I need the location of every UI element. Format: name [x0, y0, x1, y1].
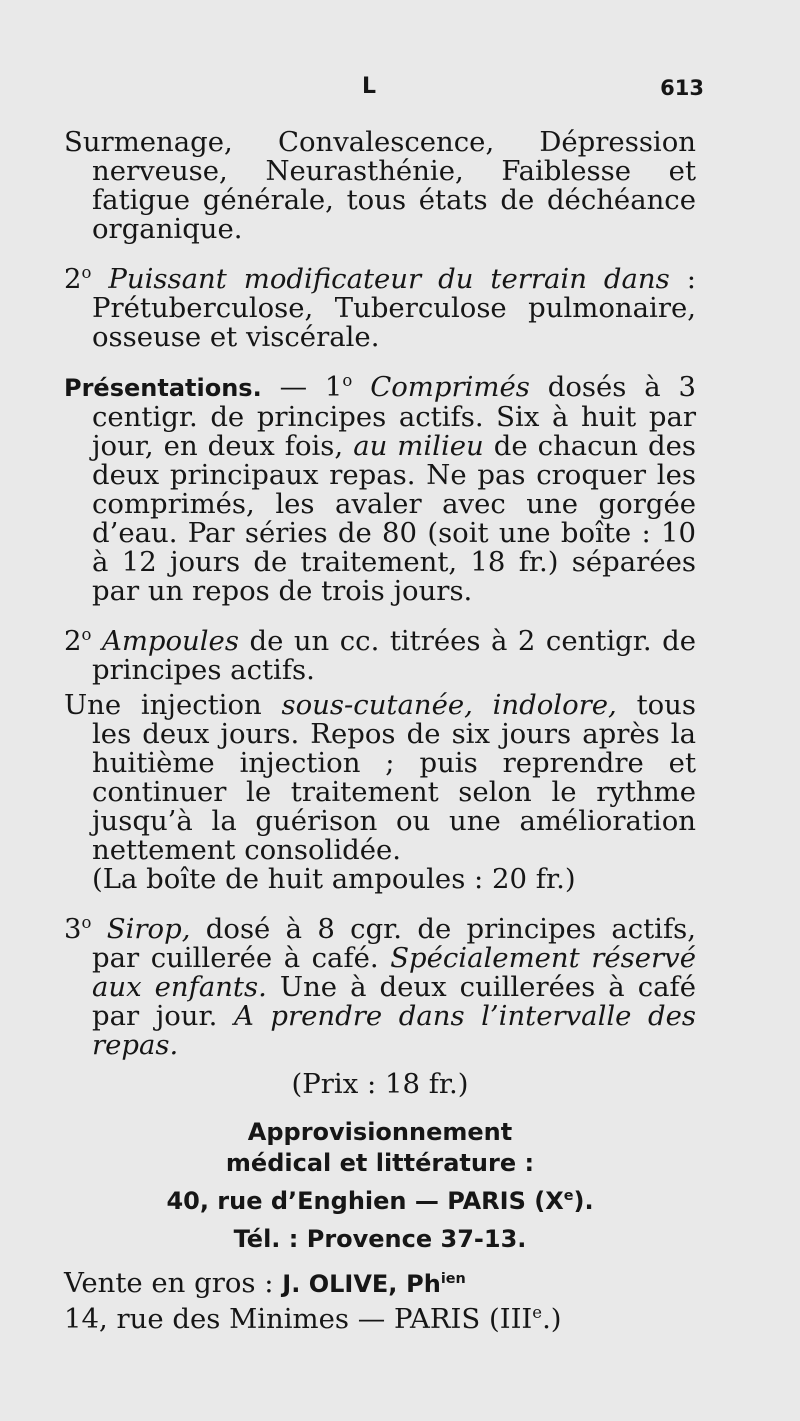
item-number: 2 [64, 625, 82, 657]
supply-line-2: médical et littérature : [225, 1149, 535, 1177]
text-span: dosé à 8 cgr. de principes actifs, par cuillerée à café. [92, 913, 696, 974]
italic-text: sous-cutanée, indolore, [281, 689, 617, 721]
text-span: : Prétuberculose, Tuberculose pulmonaire, osseuse et viscérale. [92, 263, 696, 353]
paragraph-indications: Surmenage, Convalescence, Dépression nerveuse, Neurasthénie, Faiblesse et fatigue générale, tous états de déchéance organique. [64, 126, 696, 245]
supply-address [64, 1186, 696, 1217]
address-sup: e [563, 1188, 574, 1204]
address-text: 14, rue des Minimes — PARIS (III [64, 1303, 533, 1335]
wholesale-title [406, 1270, 466, 1298]
paragraph-box-price: (La boîte de huit ampoules : 20 fr.) [92, 863, 576, 895]
text-span: — 1 [279, 371, 343, 403]
paragraph-ampoules [64, 624, 697, 686]
italic-text: Sirop, [106, 913, 191, 945]
wholesale-address [64, 1302, 696, 1335]
section-title-presentations: Présentations. [64, 374, 262, 402]
text-span: de chacun des deux principaux repas. Ne pas croquer les comprimés, les avaler avec une gorgée d’eau. Par séries de 80 (soit une boîte : 10 à 12 jours de traitement, 18 fr.) séparées par un repos de trois jours. [92, 430, 697, 607]
item-number-sup: o [81, 912, 92, 932]
page-number: 613 [660, 76, 704, 100]
text-span: tous les deux jours. Repos de six jours après la huitième injection ; puis reprendre et continuer le traitement selon le rythme jusqu’à la guérison ou une amélioration nettement consolidée. [92, 689, 696, 866]
paragraph-sirop-price: (Prix : 18 fr.) [291, 1068, 469, 1100]
text-span: dosés à 3 centigr. de principes actifs. Six à huit par jour, en deux fois, [92, 371, 696, 462]
address-end: ). [573, 1187, 594, 1215]
item-number: 2 [64, 263, 82, 295]
page-header [0, 74, 800, 104]
wholesale-label: Vente en gros : [64, 1267, 274, 1299]
body-text [64, 128, 696, 1334]
italic-text: Spécialement réservé aux enfants. [92, 942, 696, 1003]
address-text: 40, rue d’Enghien — PARIS (X [166, 1187, 564, 1215]
item-number-sup: o [81, 624, 92, 644]
italic-text: A prendre dans l’intervalle des repas. [92, 1000, 696, 1061]
supply-line-1: Approvisionnement [247, 1118, 513, 1146]
italic-text: Ampoules [101, 625, 239, 657]
wholesale-line [64, 1269, 696, 1299]
item-number-sup: o [81, 262, 92, 282]
text-span: de un cc. titrées à 2 centigr. de principes actifs. [92, 625, 697, 686]
italic-text: Comprimés [370, 371, 530, 403]
title-text: Ph [406, 1270, 441, 1298]
paragraph-injection [64, 691, 696, 865]
text-span: Une injection [64, 689, 262, 721]
title-sup: ien [440, 1271, 466, 1287]
italic-text: Puissant modificateur du terrain dans [108, 263, 670, 295]
supply-phone: Tél. : Provence 37-13. [233, 1225, 527, 1253]
item-number: 3 [64, 913, 82, 945]
section-letter: L [362, 74, 377, 99]
paragraph-terrain [64, 262, 696, 353]
address-sup: e [532, 1302, 543, 1322]
address-end: .) [542, 1303, 562, 1335]
paragraph-sirop [64, 912, 696, 1061]
item-number-sup: o [342, 370, 353, 390]
wholesale-name: J. OLIVE, [282, 1270, 398, 1298]
text-span: Une à deux cuillerées à café par jour. [92, 971, 696, 1032]
paragraph-presentations [64, 370, 697, 607]
italic-text: au milieu [353, 430, 484, 462]
